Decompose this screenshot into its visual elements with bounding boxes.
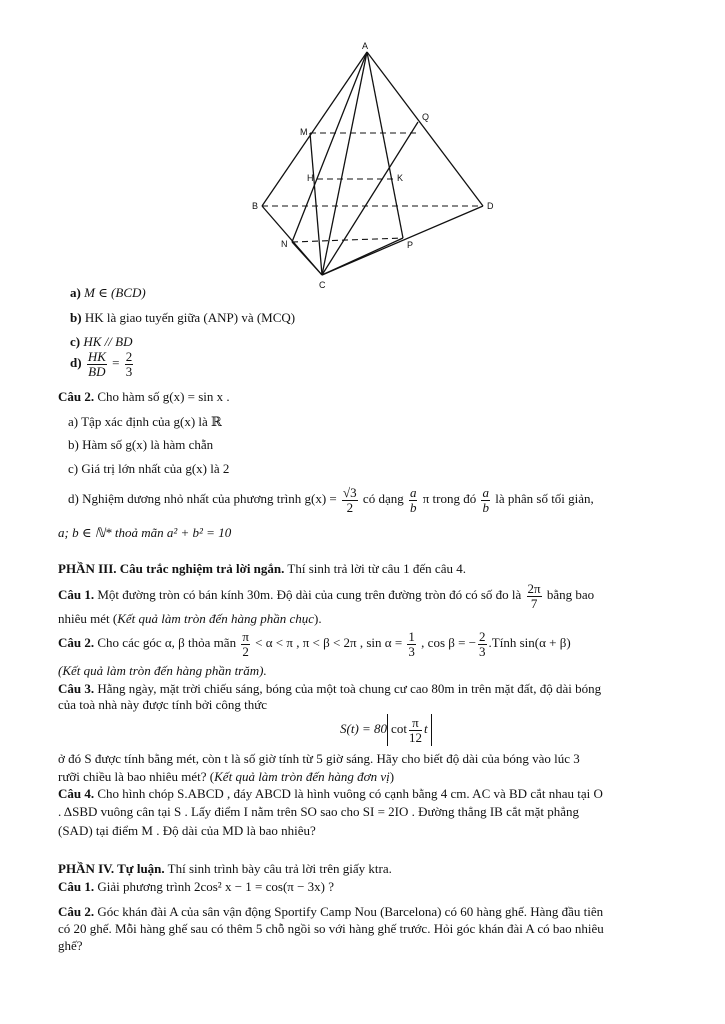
part3-q1-line2: nhiêu mét (Kết quả làm tròn đến hàng phần chục).	[58, 611, 322, 626]
part4-q2-line3: ghế?	[58, 938, 83, 953]
q2-item-c: c) Giá trị lớn nhất của g(x) là 2	[68, 461, 230, 476]
tetrahedron-figure	[240, 40, 500, 290]
q1-item-b-text: HK là giao tuyến giữa (ANP) và (MCQ)	[84, 310, 296, 325]
label-p: P	[407, 240, 414, 250]
label-b: B	[252, 201, 259, 211]
part4-q2-line2: có 20 ghế. Mỗi hàng ghế sau có thêm 5 chỗ ngồi so với hàng ghế trước. Hỏi góc khán đài A có bao nhiêu	[58, 921, 604, 936]
q2-item-a: a) Tập xác định của g(x) là ℝ	[68, 414, 222, 429]
fraction-hk-bd: $\frac{HK}{BD}$	[87, 349, 106, 379]
fraction-2pi-7: $\frac{2\pi}{7}$	[527, 581, 541, 611]
part3-q2: Câu 2. Cho các góc α, β thỏa mãn $\frac{\pi}{2}$ < α < π , π < β < 2π , sin α = $\frac{1}{3}$ , cos β = − $\frac{2}{3}$ .Tính sin(α + β)	[58, 629, 571, 659]
q1-item-d: d) $\frac{HK}{BD}$ = $\frac{2}{3}$	[70, 349, 133, 379]
fraction-sqrt3-2: $\frac{√3}{2}$	[343, 485, 357, 515]
label-a: A	[362, 41, 369, 51]
q1-item-a: a) M ∈ (BCD)	[70, 285, 146, 300]
fraction-a-b: $\frac{a}{b}$	[409, 485, 417, 515]
part3-q4-line3: (SAD) tại điểm M . Độ dài của MD là bao nhiêu?	[58, 823, 316, 838]
fraction-2-3: $\frac{2}{3}$	[125, 349, 133, 379]
part3-q4-line2: . ΔSBD vuông cân tại S . Lấy điểm I nằm trên SO sao cho SI = 2IO . Đường thẳng IB cắt mặt phẳng	[58, 804, 580, 819]
part3-q1: Câu 1. Một đường tròn có bán kính 30m. Độ dài của cung trên đường tròn đó có số đo là $\frac{2\pi}{7}$ bằng bao	[58, 581, 595, 611]
q2-item-d-condition: a; b ∈ ℕ* thoả mãn a² + b² = 10	[58, 525, 232, 540]
part3-q3-line2: của toà nhà này được tính bởi công thức	[58, 697, 268, 712]
shadow-formula: S(t) = 80 cot $\frac{\pi}{12}$ t	[340, 714, 432, 746]
part4-heading: PHẦN IV. Tự luận. Thí sinh trình bày câu trả lời trên giấy ktra.	[58, 861, 392, 876]
label-h: H	[307, 173, 314, 183]
part3-q3-line4: rưỡi chiều là bao nhiêu mét? (Kết quả làm tròn đến hàng đơn vị)	[58, 769, 395, 784]
part3-q3-line3: ở đó S được tính bằng mét, còn t là số giờ tính từ 5 giờ sáng. Hãy cho biết độ dài của bóng vào lúc 3	[58, 751, 580, 766]
q2-item-d: d) Nghiệm dương nhỏ nhất của phương trình g(x) = $\frac{√3}{2}$ có dạng $\frac{a}{b}$ π trong đó $\frac{a}{b}$ là phân số tối giản,	[68, 485, 594, 515]
label-m: M	[300, 127, 308, 137]
fraction-a-b-2: $\frac{a}{b}$	[482, 485, 489, 515]
part4-q1: Câu 1. Giải phương trình 2cos² x − 1 = cos(π − 3x) ?	[58, 879, 335, 894]
part3-q3-line1: Câu 3. Hằng ngày, mặt trời chiếu sáng, bóng của một toà chung cư cao 80m in trên mặt đất, độ dài bóng	[58, 681, 602, 696]
q2-stem: Câu 2. Cho hàm số g(x) = sin x .	[58, 389, 230, 404]
q2-item-b: b) Hàm số g(x) là hàm chẵn	[68, 437, 214, 452]
label-n: N	[281, 239, 288, 249]
q1-item-a-text: M ∈ (BCD)	[84, 285, 146, 300]
part3-q4-line1: Câu 4. Cho hình chóp S.ABCD , đáy ABCD là hình vuông có cạnh bằng 4 cm. AC và BD cắt nhau tại O	[58, 786, 603, 801]
label-d: D	[487, 201, 494, 211]
part3-heading: PHẦN III. Câu trắc nghiệm trả lời ngắn. Thí sinh trả lời từ câu 1 đến câu 4.	[58, 561, 466, 576]
label-q: Q	[422, 112, 430, 122]
label-c: C	[319, 280, 326, 290]
q1-item-c: c) HK // BD	[70, 334, 133, 349]
q1-item-b: b) HK là giao tuyến giữa (ANP) và (MCQ)	[70, 310, 296, 325]
part3-q2-note: (Kết quả làm tròn đến hàng phần trăm).	[58, 663, 267, 678]
q1-item-c-text: HK // BD	[83, 334, 133, 349]
part4-q2-line1: Câu 2. Góc khán đài A của sân vận động Sportify Camp Nou (Barcelona) có 60 hàng ghế. Hàng đầu tiên	[58, 904, 604, 919]
label-k: K	[397, 173, 404, 183]
